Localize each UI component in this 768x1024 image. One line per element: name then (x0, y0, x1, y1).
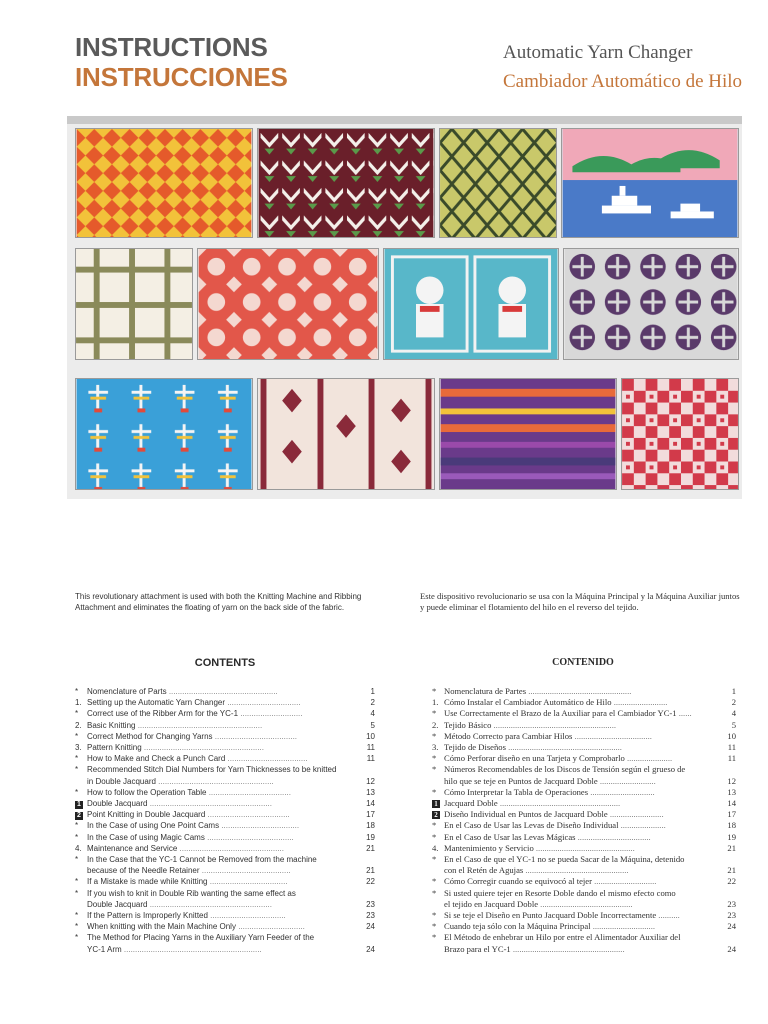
toc-entry (75, 697, 375, 708)
toc-entry-title: Nomenclature of Parts (87, 687, 167, 696)
contents-title-spanish: CONTENIDO (552, 657, 614, 668)
toc-leader-dots: ...... (676, 708, 692, 719)
toc-entry-marker: 2. (75, 720, 82, 730)
toc-leader-dots: .................................................... (155, 776, 274, 786)
toc-page-number: 13 (724, 787, 736, 798)
toc-entry-title: Point Knitting in Double Jacquard (87, 810, 206, 820)
toc-entry (75, 843, 375, 854)
toc-entry (75, 787, 375, 798)
toc-entry (75, 809, 375, 820)
toc-entry-title: The Method for Placing Yarns in the Auxiliary Yarn Feeder of the (87, 933, 315, 943)
toc-entry-title: Correct use of the Ribber Arm for the YC-1 (87, 709, 239, 719)
swatch-maroon-green-arrows (257, 128, 435, 238)
toc-entry-marker: * (432, 932, 437, 943)
toc-leader-dots: ..................................................... (505, 742, 622, 753)
toc-entry-marker: * (432, 854, 437, 865)
toc-entry (75, 832, 375, 843)
toc-entry-marker: * (75, 911, 79, 921)
toc-entry (75, 720, 375, 731)
toc-page-number: 24 (363, 921, 375, 932)
toc-entry (75, 854, 375, 865)
toc-entry (75, 742, 375, 753)
toc-entry-title: Números Recomendables de los Discos de Tensión según el grueso de (444, 764, 686, 775)
toc-page-number: 22 (724, 876, 736, 887)
toc-leader-dots: ..................................... (212, 731, 298, 741)
toc-page-number: 12 (724, 776, 736, 787)
toc-entry (432, 697, 736, 708)
toc-entry-title: Método Correcto para Cambiar Hilos (444, 730, 573, 741)
toc-entry-marker: * (75, 787, 79, 797)
toc-entry-marker: * (432, 708, 437, 719)
toc-page-number: 12 (363, 776, 375, 787)
toc-entry-title: YC-1 Arm (87, 944, 122, 954)
toc-page-number: 23 (363, 899, 375, 910)
toc-entry-marker: * (432, 910, 437, 921)
toc-leader-dots: ........................................................ (135, 720, 263, 730)
toc-leader-dots: ................................. (225, 698, 301, 708)
toc-entry (75, 899, 375, 910)
toc-entry-title: Cómo Interpretar la Tabla de Operaciones (444, 786, 589, 797)
toc-page-number: 23 (363, 910, 375, 921)
toc-entry-marker: * (432, 730, 437, 741)
toc-page-number: 2 (729, 697, 736, 708)
number-box-icon: 2 (432, 811, 440, 819)
toc-entry-title: Nomenclatura de Partes (444, 686, 527, 696)
toc-page-number: 4 (729, 708, 736, 719)
toc-entry-marker: * (75, 832, 79, 842)
toc-entry-title: Maintenance and Service (87, 843, 178, 853)
toc-leader-dots: .................................. (207, 911, 286, 921)
toc-leader-dots: .................................... (225, 754, 308, 764)
toc-page-number: 24 (724, 944, 736, 955)
toc-entry (75, 764, 375, 775)
toc-leader-dots: ....................................... (204, 832, 294, 842)
toc-entry-marker (432, 809, 444, 820)
toc-page-number: 21 (363, 843, 375, 854)
toc-page-number: 19 (363, 832, 375, 843)
toc-entry-title: How to Make and Check a Punch Card (87, 754, 226, 764)
toc-page-number: 11 (725, 742, 736, 753)
toc-leader-dots: .................................... (572, 730, 652, 741)
toc-entry-title: Correct Method for Changing Yarns (87, 731, 213, 741)
toc-entry-title: because of the Needle Retainer (87, 866, 200, 876)
toc-entry-marker: * (432, 753, 437, 764)
toc-entry (75, 820, 375, 831)
toc-leader-dots: ........................................... (538, 898, 633, 909)
toc-entry (432, 720, 736, 731)
number-box-icon: 1 (75, 801, 83, 809)
toc-entry-marker: * (75, 731, 79, 741)
toc-page-number: 1 (368, 686, 375, 697)
toc-leader-dots: ............................................... (177, 843, 284, 853)
toc-entry (432, 708, 736, 719)
toc-entry-title: If a Mistake is made while Knitting (87, 877, 208, 887)
toc-entry (432, 854, 736, 865)
toc-page-number: 19 (724, 832, 736, 843)
toc-entry-marker: * (432, 686, 437, 696)
toc-entry-marker: * (75, 888, 79, 898)
toc-entry-marker: * (75, 922, 79, 932)
toc-page-number: 24 (724, 921, 736, 932)
toc-entry-marker: 3. (432, 742, 439, 753)
toc-entry-title: in Double Jacquard (87, 776, 156, 786)
toc-entry-marker: * (432, 764, 437, 775)
toc-entry-title: hilo que se teje en Puntos de Jacquard Doble (444, 775, 598, 786)
contents-title-english: CONTENTS (194, 657, 256, 669)
toc-entry-title: Tejido Básico (444, 719, 492, 730)
toc-entry-marker: * (432, 820, 437, 831)
swatch-horizontal-stripes (439, 378, 617, 490)
toc-entry-title: el tejido en Jacquard Doble (444, 898, 539, 909)
intro-english: This revolutionary attachment is used with both the Knitting Machine and Ribbing Attachment and eliminates the floating of yarn on the back side of the fabric. (75, 592, 362, 612)
toc-page-number: 5 (729, 720, 736, 731)
toc-leader-dots: ...................................................... (141, 743, 264, 753)
toc-entry-title: Use Correctamente el Brazo de la Auxiliar para el Cambiador YC-1 (444, 708, 677, 719)
toc-entry-title: Jacquard Doble (444, 798, 498, 809)
toc-leader-dots: .............................................................. (121, 944, 262, 954)
toc-entry (432, 753, 736, 764)
swatch-yellow-orange-diamonds (75, 128, 253, 238)
toc-entry-title: Pattern Knitting (87, 743, 142, 753)
toc-entry-title: Tejido de Diseños (444, 742, 506, 753)
toc-entry (432, 932, 736, 943)
toc-page-number: 11 (725, 753, 736, 764)
toc-entry-title: Cómo Instalar el Cambiador Automático de Hilo (444, 697, 612, 708)
toc-entry (432, 764, 736, 775)
swatch-ship-scene (561, 128, 739, 238)
toc-page-number: 18 (363, 820, 375, 831)
toc-leader-dots: ................................................. (166, 687, 278, 696)
toc-entry-marker: * (432, 876, 437, 887)
toc-entry-marker: * (75, 754, 79, 764)
toc-page-number: 11 (364, 753, 375, 764)
toc-page-number: 21 (724, 843, 736, 854)
contents-list-english (75, 686, 375, 955)
title-english: INSTRUCTIONS (75, 32, 268, 62)
toc-entry-marker: 2. (432, 719, 439, 730)
toc-entry-marker (75, 809, 87, 820)
toc-entry-marker: * (75, 821, 79, 831)
toc-page-number: 14 (363, 798, 375, 809)
toc-entry-title: Brazo para el YC-1 (444, 943, 511, 954)
toc-page-number: 24 (363, 944, 375, 955)
toc-entry-title: If the Pattern is Improperly Knitted (87, 911, 208, 921)
toc-entry (432, 865, 736, 876)
gallery-top-band (67, 116, 742, 124)
swatch-purple-medallions (563, 248, 739, 360)
number-box-icon: 2 (75, 812, 83, 820)
toc-entry (75, 944, 375, 955)
toc-entry-marker: 4. (432, 842, 439, 853)
toc-entry (432, 888, 736, 899)
swatch-green-lattice (439, 128, 557, 238)
toc-entry (432, 731, 736, 742)
swatch-gallery (67, 124, 742, 499)
toc-entry (432, 820, 736, 831)
toc-entry-title: En el Caso de Usar las Levas Mágicas (444, 831, 576, 842)
toc-entry (75, 888, 375, 899)
toc-entry-marker: 4. (75, 843, 82, 853)
toc-entry-marker: * (75, 877, 79, 887)
toc-entry (75, 921, 375, 932)
toc-entry-marker: * (75, 855, 79, 865)
toc-entry-title: In the Case of using One Point Cams (87, 821, 220, 831)
toc-entry-title: con el Retén de Agujas (444, 865, 524, 876)
toc-entry-title: En el Caso de que el YC-1 no se pueda Sacar de la Máquina, detenido (444, 854, 685, 865)
toc-entry (75, 876, 375, 887)
toc-page-number: 18 (724, 820, 736, 831)
toc-leader-dots: ................................................ (523, 865, 629, 876)
toc-entry (432, 809, 736, 820)
toc-leader-dots: ............................. (590, 921, 655, 932)
toc-entry-title: In the Case of using Magic Cams (87, 832, 205, 842)
toc-entry (432, 776, 736, 787)
toc-leader-dots: ................................... (219, 821, 300, 831)
toc-entry (75, 731, 375, 742)
toc-leader-dots: ....................................................... (147, 799, 272, 809)
toc-leader-dots: ......................... (607, 809, 664, 820)
toc-page-number: 17 (363, 809, 375, 820)
contents-list-spanish (432, 686, 736, 955)
toc-leader-dots: .............................. (588, 786, 655, 797)
toc-entry-marker: * (75, 687, 79, 696)
toc-leader-dots: ................................... (207, 877, 288, 887)
subtitle-english: Automatic Yarn Changer (503, 42, 693, 63)
title-spanish: INSTRUCCIONES (75, 62, 288, 92)
toc-leader-dots: .......................... (597, 775, 656, 786)
toc-entry (75, 686, 375, 697)
toc-entry (75, 776, 375, 787)
toc-entry-title: When knitting with the Main Machine Only (87, 922, 236, 932)
toc-entry (75, 798, 375, 809)
toc-leader-dots: .................................................... (510, 943, 625, 954)
toc-entry-marker: * (75, 709, 79, 719)
toc-leader-dots: .............................................. (533, 842, 635, 853)
subtitle-spanish: Cambiador Automático de Hilo (503, 71, 743, 92)
toc-leader-dots: ..................................... (206, 787, 291, 797)
swatch-cats (383, 248, 559, 360)
toc-entry (432, 832, 736, 843)
intro-spanish: Este dispositivo revolucionario se usa con la Máquina Principal y la Máquina Auxiliar juntos y puede eliminar el flotamiento del hilo en el reverso del tejido. (420, 591, 740, 612)
toc-leader-dots: ........................................ (199, 866, 291, 876)
toc-leader-dots: ..................... (624, 753, 673, 764)
toc-entry-title: El Método de enhebrar un Hilo por entre el Alimentador Auxiliar del (444, 932, 681, 943)
toc-entry (75, 865, 375, 876)
toc-entry-title: Double Jacquard (87, 799, 148, 809)
toc-leader-dots: ................................................ (526, 686, 632, 696)
swatch-plaid (75, 248, 193, 360)
toc-entry-marker: 3. (75, 743, 82, 753)
toc-entry-title: If you wish to knit in Double Rib wanting the same effect as (87, 888, 296, 898)
toc-entry (432, 843, 736, 854)
toc-leader-dots: ............................. (591, 876, 657, 887)
toc-page-number: 22 (363, 876, 375, 887)
toc-page-number: 21 (363, 865, 375, 876)
toc-entry-title: In the Case that the YC-1 Cannot be Removed from the machine (87, 855, 317, 865)
swatch-dragonflies (75, 378, 253, 490)
toc-entry-title: Basic Knitting (87, 720, 136, 730)
toc-page-number: 17 (724, 809, 736, 820)
toc-entry-title: Setting up the Automatic Yarn Changer (87, 698, 226, 708)
toc-page-number: 1 (729, 686, 736, 697)
toc-page-number: 10 (724, 731, 736, 742)
toc-page-number: 23 (724, 899, 736, 910)
toc-page-number: 21 (724, 865, 736, 876)
toc-leader-dots: ......................................................... (491, 719, 616, 730)
toc-entry-marker: 1. (75, 698, 82, 708)
toc-leader-dots: ....................................................... (147, 899, 272, 909)
toc-leader-dots: ........................................................ (497, 798, 621, 809)
swatch-red-check (621, 378, 739, 490)
toc-entry-title: Diseño Individual en Puntos de Jacquard Doble (444, 809, 608, 820)
toc-entry-marker: * (432, 831, 437, 842)
toc-entry-marker: * (432, 887, 437, 898)
number-box-icon: 1 (432, 800, 440, 808)
toc-entry-marker: * (432, 921, 437, 932)
toc-entry (432, 798, 736, 809)
toc-leader-dots: ..................... (618, 820, 666, 831)
toc-page-number: 4 (368, 708, 375, 719)
toc-entry (432, 944, 736, 955)
toc-entry (432, 876, 736, 887)
toc-entry-title: En el Caso de Usar las Levas de Diseño Individual (444, 820, 619, 831)
toc-page-number: 2 (368, 697, 375, 708)
toc-entry-marker (432, 798, 444, 809)
toc-entry-title: Mantenimiento y Servicio (444, 842, 534, 853)
toc-entry (75, 708, 375, 719)
toc-page-number: 14 (724, 798, 736, 809)
toc-leader-dots: ............................ (238, 709, 303, 719)
toc-page-number: 13 (363, 787, 375, 798)
toc-entry-marker (75, 798, 87, 809)
toc-leader-dots: ..................................... (205, 810, 290, 820)
toc-entry (75, 910, 375, 921)
toc-entry-title: Double Jacquard (87, 899, 148, 909)
toc-entry-marker: 1. (432, 697, 439, 708)
toc-leader-dots: ......................... (611, 697, 668, 708)
toc-entry (432, 910, 736, 921)
swatch-coral-quatrefoil (197, 248, 379, 360)
toc-entry-title: Cuando teja sólo con la Máquina Principal (444, 921, 591, 932)
toc-entry-title: Cómo Corregir cuando se equivocó al tejer (444, 876, 592, 887)
toc-entry (432, 686, 736, 697)
toc-entry-marker: * (75, 765, 79, 775)
toc-entry-marker: * (432, 786, 437, 797)
toc-entry (432, 921, 736, 932)
toc-entry (432, 899, 736, 910)
toc-entry (75, 753, 375, 764)
toc-entry-title: Si se teje el Diseño en Punto Jacquard Doble Incorrectamente (444, 910, 657, 921)
toc-page-number: 5 (368, 720, 375, 731)
toc-entry-title: How to follow the Operation Table (87, 787, 207, 797)
toc-entry (432, 742, 736, 753)
swatch-burgundy-stripes (257, 378, 435, 490)
toc-page-number: 11 (364, 742, 375, 753)
toc-entry-title: Recommended Stitch Dial Numbers for Yarn Thicknesses to be knitted (87, 765, 337, 775)
toc-entry (432, 787, 736, 798)
toc-page-number: 10 (363, 731, 375, 742)
toc-leader-dots: .......... (656, 910, 680, 921)
toc-leader-dots: .................................. (575, 831, 651, 842)
toc-entry-title: Cómo Perforar diseño en una Tarjeta y Comprobarlo (444, 753, 625, 764)
toc-entry-marker: * (75, 933, 79, 943)
toc-leader-dots: .............................. (235, 922, 305, 932)
toc-entry (75, 932, 375, 943)
toc-entry-title: Si usted quiere tejer en Resorte Doble dando el mismo efecto como (444, 887, 676, 898)
toc-page-number: 23 (724, 910, 736, 921)
